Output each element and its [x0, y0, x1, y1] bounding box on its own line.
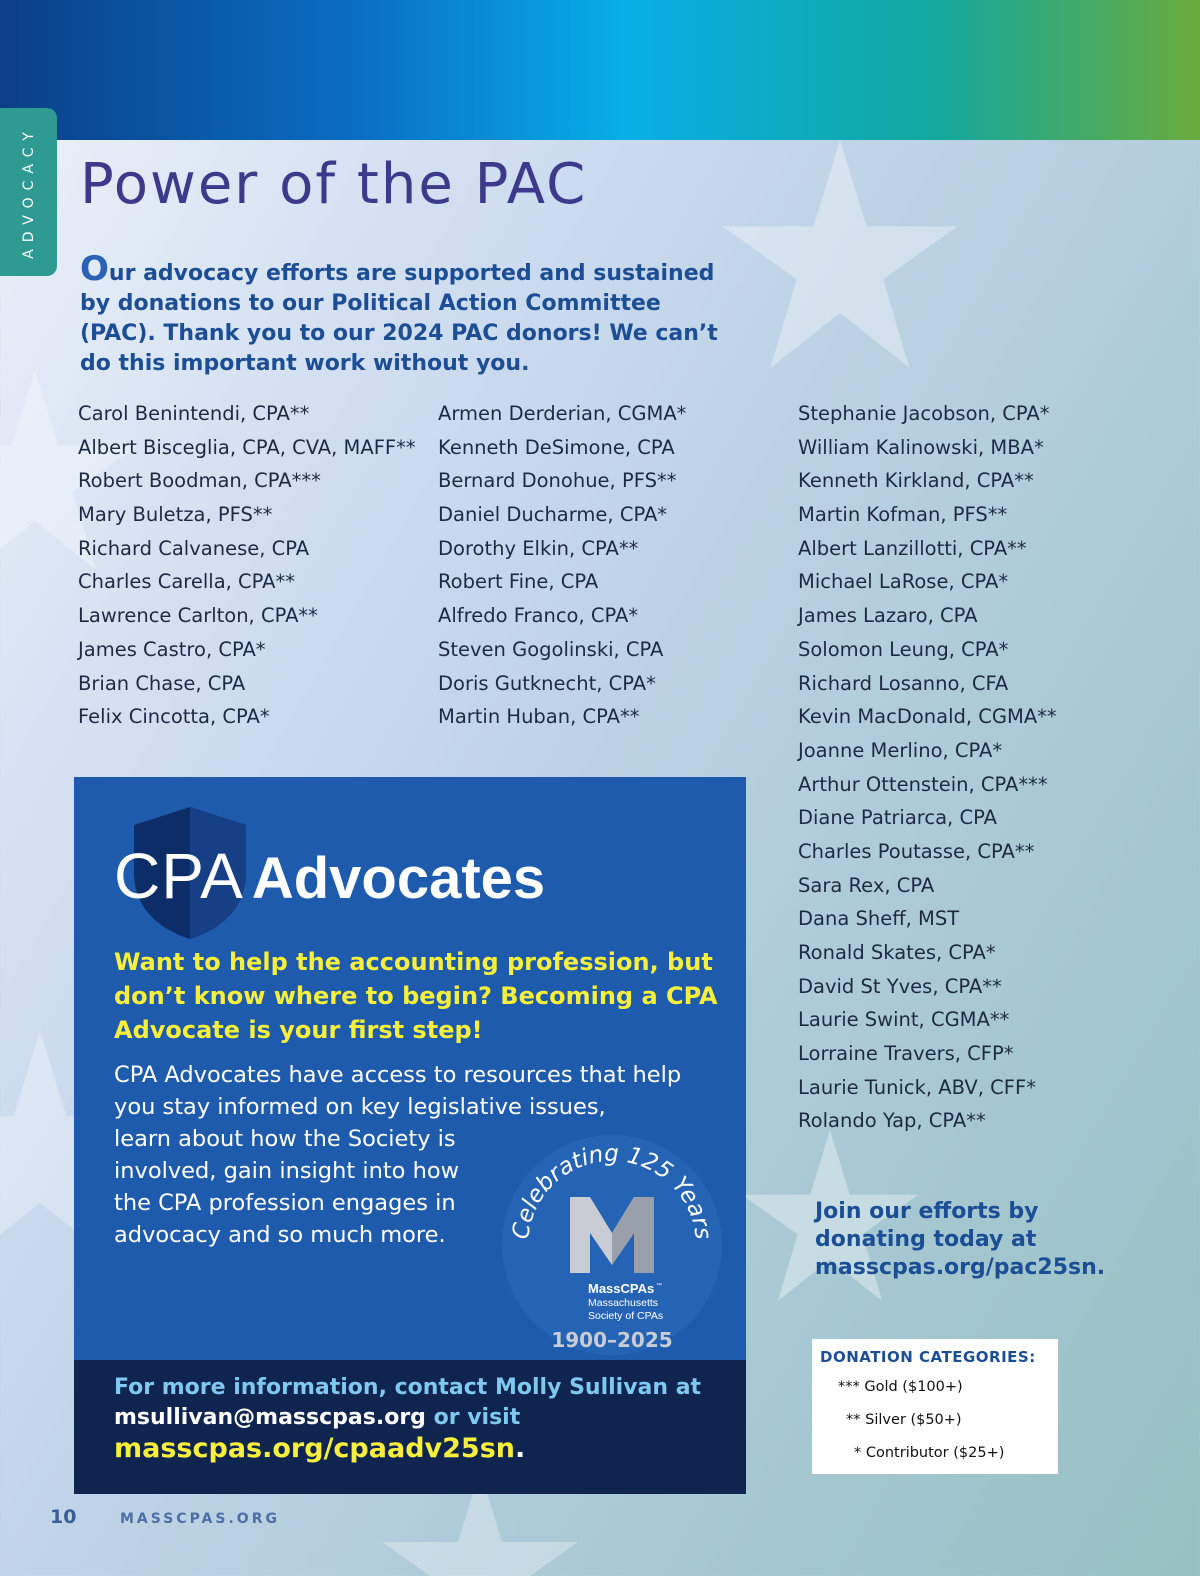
donor-name: Brian Chase, CPA [78, 671, 246, 695]
donor-name: Laurie Swint, CGMA** [798, 1008, 1010, 1032]
donor-name: Doris Gutknecht, CPA* [438, 671, 656, 695]
donor-name: Bernard Donohue, PFS** [438, 469, 677, 493]
intro-text: ur advocacy efforts are supported and sustained by donations to our Political Action Committee (PAC). Thank you to our 2024 PAC donors! We can’t do this important work without you. [80, 261, 718, 376]
section-tab-label: ADVOCACY [20, 125, 37, 259]
donor-name: Arthur Ottenstein, CPA*** [798, 772, 1048, 796]
donor-list-column-2 [438, 397, 686, 734]
donor-name: David St Yves, CPA** [798, 974, 1002, 998]
donor-name: Ronald Skates, CPA* [798, 941, 996, 964]
donor-name: Dorothy Elkin, CPA** [438, 536, 639, 560]
donor-name: Kenneth Kirkland, CPA** [798, 469, 1034, 493]
donor-name: James Castro, CPA* [78, 637, 266, 661]
badge-brand: MassCPAs [588, 1281, 655, 1296]
donor-name: Lorraine Travers, CFP* [798, 1042, 1014, 1066]
donor-name: Carol Benintendi, CPA** [78, 402, 310, 425]
donor-name: Laurie Tunick, ABV, CFF* [798, 1075, 1036, 1099]
donor-name: Joanne Merlino, CPA* [798, 738, 1003, 762]
contact-text [114, 1373, 706, 1433]
donor-list-column-3 [798, 397, 1057, 1138]
donor-name: Richard Losanno, CFA [798, 671, 1009, 695]
contact-band [74, 1360, 746, 1494]
category-silver: ** Silver ($50+) [846, 1412, 962, 1428]
donor-name: Kenneth DeSimone, CPA [438, 435, 675, 459]
donor-name: Diane Patriarca, CPA [798, 806, 997, 830]
logo-cpa-text: CPA [114, 840, 244, 912]
donor-name: Robert Fine, CPA [438, 570, 599, 594]
donor-name: Stephanie Jacobson, CPA* [798, 402, 1050, 425]
background-star-icon [720, 140, 960, 380]
donor-name: Richard Calvanese, CPA [78, 536, 310, 560]
donor-name: Martin Huban, CPA** [438, 705, 640, 729]
badge-line-1: Massachusetts [588, 1297, 659, 1309]
donor-name: Sara Rex, CPA [798, 873, 935, 897]
intro-paragraph [80, 249, 740, 379]
donation-categories-box [812, 1339, 1058, 1474]
advocates-body-wide: CPA Advocates have access to resources that help you stay informed on key legislative issues, [114, 1062, 682, 1120]
page-number: 10 [50, 1506, 77, 1528]
donor-name: Albert Bisceglia, CPA, CVA, MAFF** [78, 435, 416, 459]
contact-mid: or visit [425, 1405, 521, 1430]
advocates-headline: Want to help the accounting profession, but don’t know where to begin? Becoming a CPA Advocate is your first step! [114, 948, 718, 1044]
contact-email-link[interactable]: msullivan@masscpas.org [114, 1405, 426, 1430]
donor-name: Mary Buletza, PFS** [78, 503, 273, 527]
footer-site-name: MASSCPAS.ORG [120, 1511, 280, 1527]
intro-dropcap: O [80, 249, 109, 289]
join-donate-callout[interactable]: Join our efforts by donating today at masscpas.org/pac25sn. [815, 1199, 1106, 1280]
category-contributor: * Contributor ($25+) [854, 1445, 1005, 1461]
donor-name: Dana Sheff, MST [798, 907, 960, 931]
badge-arc-text: Celebrating 125 Years [508, 1140, 716, 1241]
donor-name: Felix Cincotta, CPA* [78, 705, 270, 729]
header-gradient-band [0, 0, 1200, 140]
cpa-advocates-panel [74, 777, 746, 1494]
anniversary-badge [500, 1133, 724, 1357]
donor-name: Kevin MacDonald, CGMA** [798, 705, 1057, 729]
donor-name: Albert Lanzillotti, CPA** [798, 536, 1027, 560]
donor-name: Alfredo Franco, CPA* [438, 604, 639, 628]
donor-name: Rolando Yap, CPA** [798, 1109, 986, 1133]
donor-list-column-1 [78, 397, 416, 734]
category-gold: *** Gold ($100+) [838, 1379, 963, 1395]
contact-url-period: . [515, 1433, 526, 1464]
donor-name: Robert Boodman, CPA*** [78, 469, 321, 493]
badge-years: 1900–2025 [551, 1328, 673, 1352]
donor-name: Lawrence Carlton, CPA** [78, 604, 318, 628]
badge-trademark: ™ [656, 1283, 662, 1289]
categories-title: DONATION CATEGORIES: [820, 1348, 1036, 1366]
contact-prefix: For more information, contact Molly Sullivan at [114, 1375, 702, 1400]
contact-url-line [114, 1433, 706, 1465]
donor-name: William Kalinowski, MBA* [798, 435, 1044, 459]
donor-name: Charles Carella, CPA** [78, 570, 296, 594]
badge-line-2: Society of CPAs [588, 1310, 664, 1322]
donor-name: Martin Kofman, PFS** [798, 503, 1008, 527]
donor-name: Solomon Leung, CPA* [798, 637, 1009, 661]
advocates-body-narrow: learn about how the Society is involved, gain insight into how the CPA profession engages in advocacy and so much more. [114, 1126, 460, 1248]
cpa-advocates-logo [114, 839, 545, 913]
donor-name: Daniel Ducharme, CPA* [438, 503, 668, 527]
donor-name: Michael LaRose, CPA* [798, 570, 1009, 594]
section-tab [0, 108, 57, 276]
donor-name: Steven Gogolinski, CPA [438, 637, 664, 661]
donor-name: Armen Derderian, CGMA* [438, 402, 687, 425]
donor-name: James Lazaro, CPA [798, 604, 978, 628]
page-title: Power of the PAC [80, 152, 588, 217]
logo-advocates-text: Advocates [251, 846, 546, 911]
cpaadv-url-link[interactable]: masscpas.org/cpaadv25sn [114, 1433, 515, 1464]
donor-name: Charles Poutasse, CPA** [798, 839, 1035, 863]
